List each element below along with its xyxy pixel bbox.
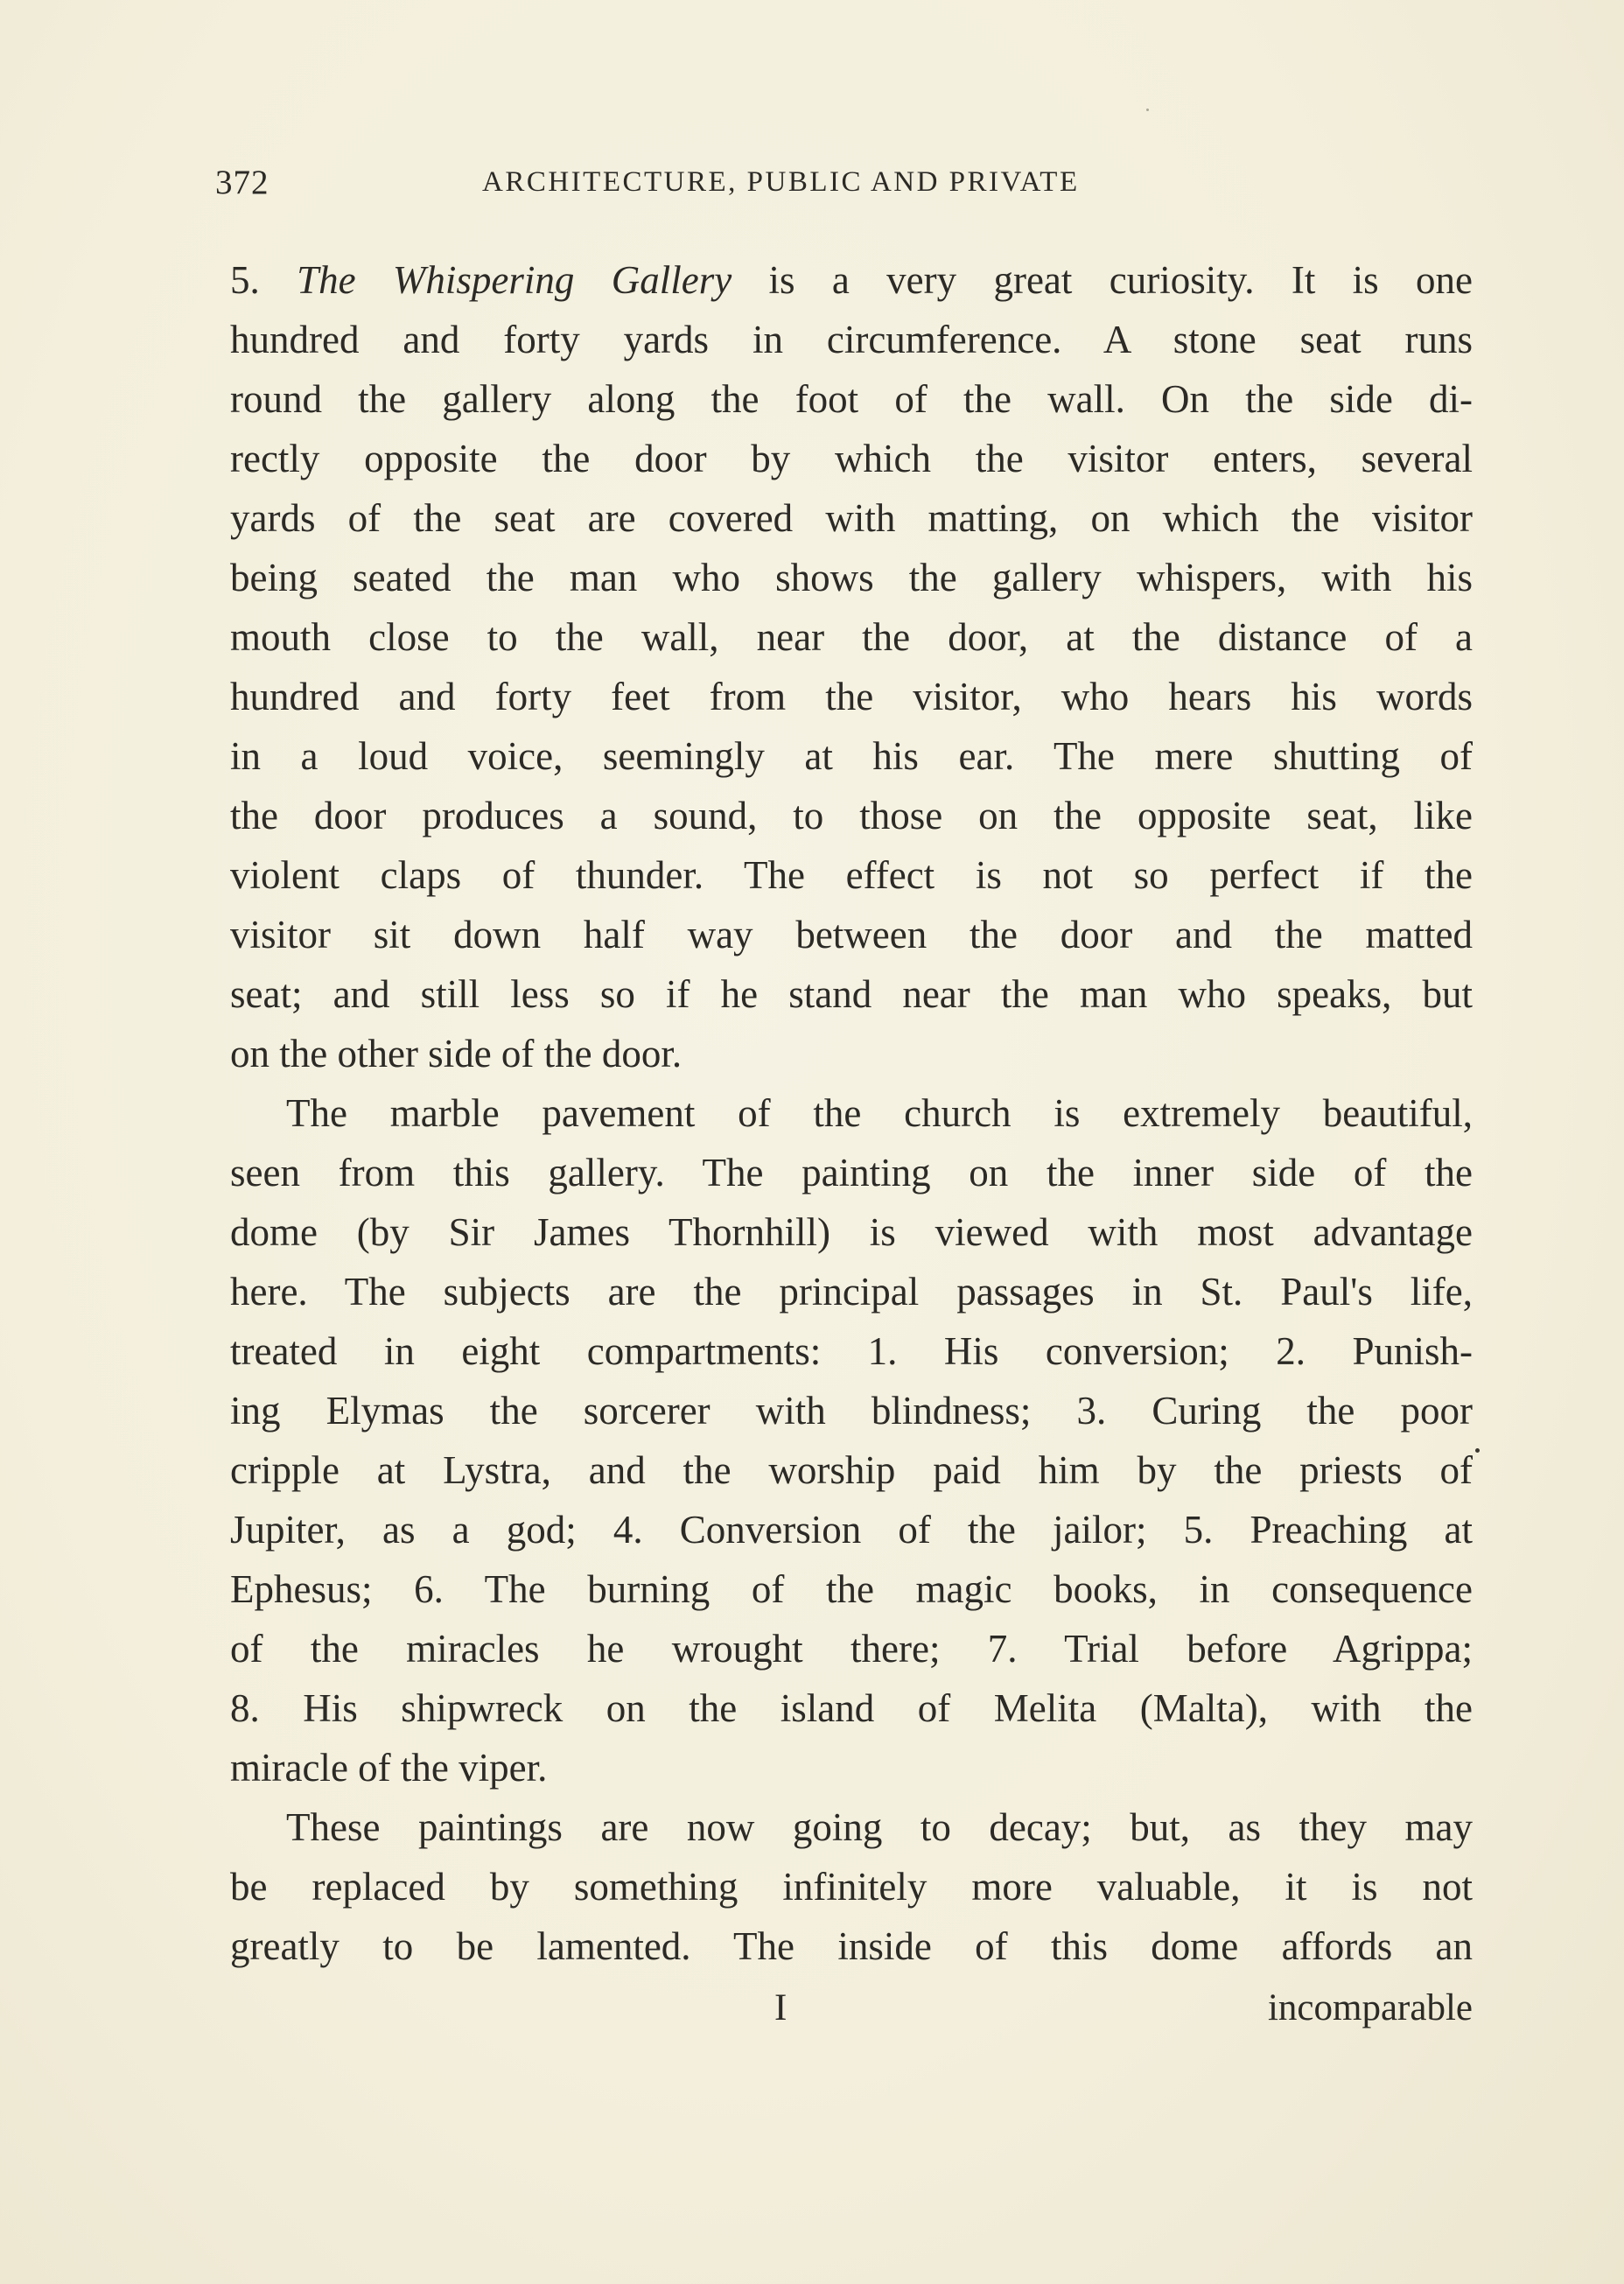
text-run: hundred and forty feet from the visitor, who hears his words <box>230 675 1473 718</box>
page-number: 372 <box>215 164 270 201</box>
text-run: rectly opposite the door by which the visitor enters, several <box>230 437 1473 480</box>
text-run: of the miracles he wrought there; 7. Trial before Agrippa; <box>230 1627 1473 1671</box>
text-line <box>230 548 1473 607</box>
text-line <box>230 1143 1473 1202</box>
text-line <box>230 1321 1473 1381</box>
text-line <box>230 964 1473 1024</box>
text-line <box>230 607 1473 667</box>
text-run: ing Elymas the sorcerer with blindness; 3. Curing the poor <box>230 1389 1473 1433</box>
text-line <box>230 726 1473 786</box>
text-run: The marble pavement of the church is extremely beautiful, <box>286 1091 1473 1135</box>
text-line <box>230 786 1473 845</box>
text-run: 8. His shipwreck on the island of Melita (Malta), with the <box>230 1686 1473 1730</box>
text-line <box>230 1738 1473 1797</box>
text-line <box>230 1083 1473 1143</box>
text-line <box>230 1797 1473 1857</box>
text-line <box>230 845 1473 905</box>
paper-speck <box>1146 109 1149 111</box>
text-run: on the other side of the door. <box>230 1032 682 1075</box>
text-line <box>230 488 1473 548</box>
signature-mark: I <box>774 1987 788 2028</box>
text-line <box>230 1916 1473 1976</box>
page-footer <box>230 1986 1473 2046</box>
text-run: the door produces a sound, to those on the opposite seat, like <box>230 794 1473 837</box>
text-line <box>230 429 1473 488</box>
text-line <box>230 1500 1473 1559</box>
text-line <box>230 905 1473 964</box>
text-run: These paintings are now going to decay; but, as they may <box>286 1805 1473 1849</box>
text-run: violent claps of thunder. The effect is not so perfect if the <box>230 853 1473 897</box>
text-line <box>230 1678 1473 1738</box>
text-line <box>230 1202 1473 1262</box>
text-run: round the gallery along the foot of the wall. On the side di- <box>230 377 1473 421</box>
paragraph <box>230 250 1473 1083</box>
text-run: mouth close to the wall, near the door, at the distance of a <box>230 615 1473 659</box>
text-run: Jupiter, as a god; 4. Conversion of the jailor; 5. Preaching at <box>230 1508 1473 1552</box>
text-run: treated in eight compartments: 1. His conversion; 2. Punish- <box>230 1329 1473 1373</box>
paragraph <box>230 1797 1473 1976</box>
text-run: hundred and forty yards in circumference. A stone seat runs <box>230 318 1473 361</box>
text-line <box>230 369 1473 429</box>
text-run: seen from this gallery. The painting on the inner side of the <box>230 1151 1473 1195</box>
page-header <box>215 163 1188 208</box>
text-line <box>230 310 1473 369</box>
paper-speck <box>1475 1448 1480 1453</box>
text-line <box>230 1619 1473 1678</box>
text-line <box>230 250 1473 310</box>
text-run: seat; and still less so if he stand near the man who speaks, but <box>230 972 1473 1016</box>
body-text <box>230 250 1473 1976</box>
text-run: visitor sit down half way between the door and the matted <box>230 913 1473 956</box>
running-head: ARCHITECTURE, PUBLIC AND PRIVATE <box>482 166 1080 198</box>
text-run: being seated the man who shows the gallery whispers, with his <box>230 556 1473 599</box>
paragraph <box>230 1083 1473 1797</box>
text-line <box>230 667 1473 726</box>
text-line <box>230 1440 1473 1500</box>
text-run: be replaced by something infinitely more valuable, it is not <box>230 1865 1473 1909</box>
text-run: Ephesus; 6. The burning of the magic books, in consequence <box>230 1567 1473 1611</box>
text-run: in a loud voice, seemingly at his ear. The mere shutting of <box>230 734 1473 778</box>
catchword: incomparable <box>1267 1987 1473 2028</box>
text-run: 5. <box>230 258 298 302</box>
text-run: dome (by Sir James Thornhill) is viewed with most advantage <box>230 1210 1473 1254</box>
text-run: is a very great curiosity. It is one <box>732 258 1474 302</box>
italic-phrase: The Whispering Gallery <box>297 258 732 302</box>
text-run: greatly to be lamented. The inside of this dome affords an <box>230 1924 1473 1968</box>
text-line <box>230 1381 1473 1440</box>
text-line <box>230 1024 1473 1083</box>
text-run: yards of the seat are covered with matting, on which the visitor <box>230 496 1473 540</box>
text-run: cripple at Lystra, and the worship paid him by the priests of <box>230 1448 1473 1492</box>
text-line <box>230 1857 1473 1916</box>
text-line <box>230 1559 1473 1619</box>
text-run: here. The subjects are the principal passages in St. Paul's life, <box>230 1270 1473 1314</box>
text-line <box>230 1262 1473 1321</box>
text-run: miracle of the viper. <box>230 1746 548 1790</box>
